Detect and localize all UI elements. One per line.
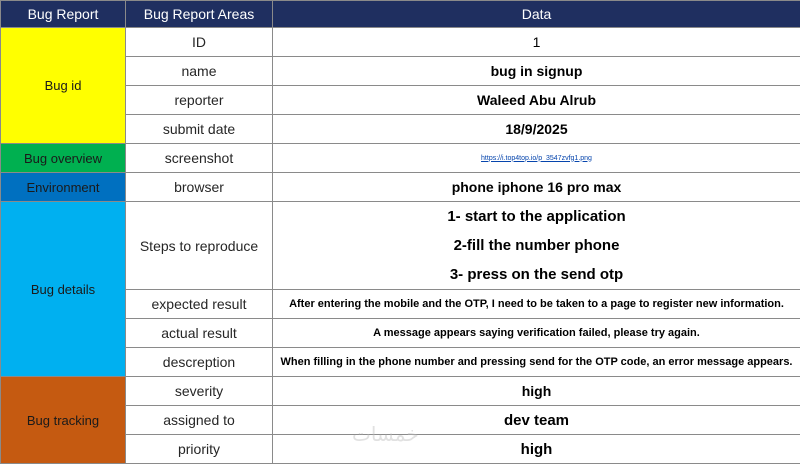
area-steps: Steps to reproduce [126,202,273,290]
area-severity: severity [126,377,273,406]
watermark-logo: خمسات [352,422,419,446]
category-bug-tracking: Bug tracking [1,377,126,464]
area-actual: actual result [126,319,273,348]
area-id: ID [126,28,273,57]
area-expected: expected result [126,290,273,319]
value-name: bug in signup [273,57,800,86]
value-actual: A message appears saying verification failed, please try again. [273,319,800,348]
value-assigned-to: dev team [273,406,800,435]
area-assigned-to: assigned to [126,406,273,435]
step-item: 3- press on the send otp [273,260,800,289]
value-severity: high [273,377,800,406]
step-item: 2-fill the number phone [273,231,800,260]
value-browser: phone iphone 16 pro max [273,173,800,202]
area-screenshot: screenshot [126,144,273,173]
category-environment: Environment [1,173,126,202]
value-submit-date: 18/9/2025 [273,115,800,144]
area-browser: browser [126,173,273,202]
area-name: name [126,57,273,86]
value-screenshot [273,144,800,173]
value-description: When filling in the phone number and pressing send for the OTP code, an error message appears. [273,348,800,377]
category-bug-overview: Bug overview [1,144,126,173]
value-id: 1 [273,28,800,57]
header-bug-report: Bug Report [1,1,126,28]
value-reporter: Waleed Abu Alrub [273,86,800,115]
value-steps [273,202,800,290]
header-row [1,1,800,28]
area-submit-date: submit date [126,115,273,144]
header-bug-report-areas: Bug Report Areas [126,1,273,28]
step-item: 1- start to the application [273,202,800,231]
category-bug-details: Bug details [1,202,126,377]
row-severity [1,377,800,406]
area-description: descreption [126,348,273,377]
row-id [1,28,800,57]
row-browser [1,173,800,202]
area-priority: priority [126,435,273,464]
area-reporter: reporter [126,86,273,115]
header-data: Data [273,1,800,28]
row-screenshot [1,144,800,173]
category-bug-id: Bug id [1,28,126,144]
screenshot-link[interactable]: https://i.top4top.io/p_3547zvfg1.png [481,155,592,162]
value-expected: After entering the mobile and the OTP, I need to be taken to a page to register new information. [273,290,800,319]
row-steps [1,202,800,290]
value-priority: high [273,435,800,464]
